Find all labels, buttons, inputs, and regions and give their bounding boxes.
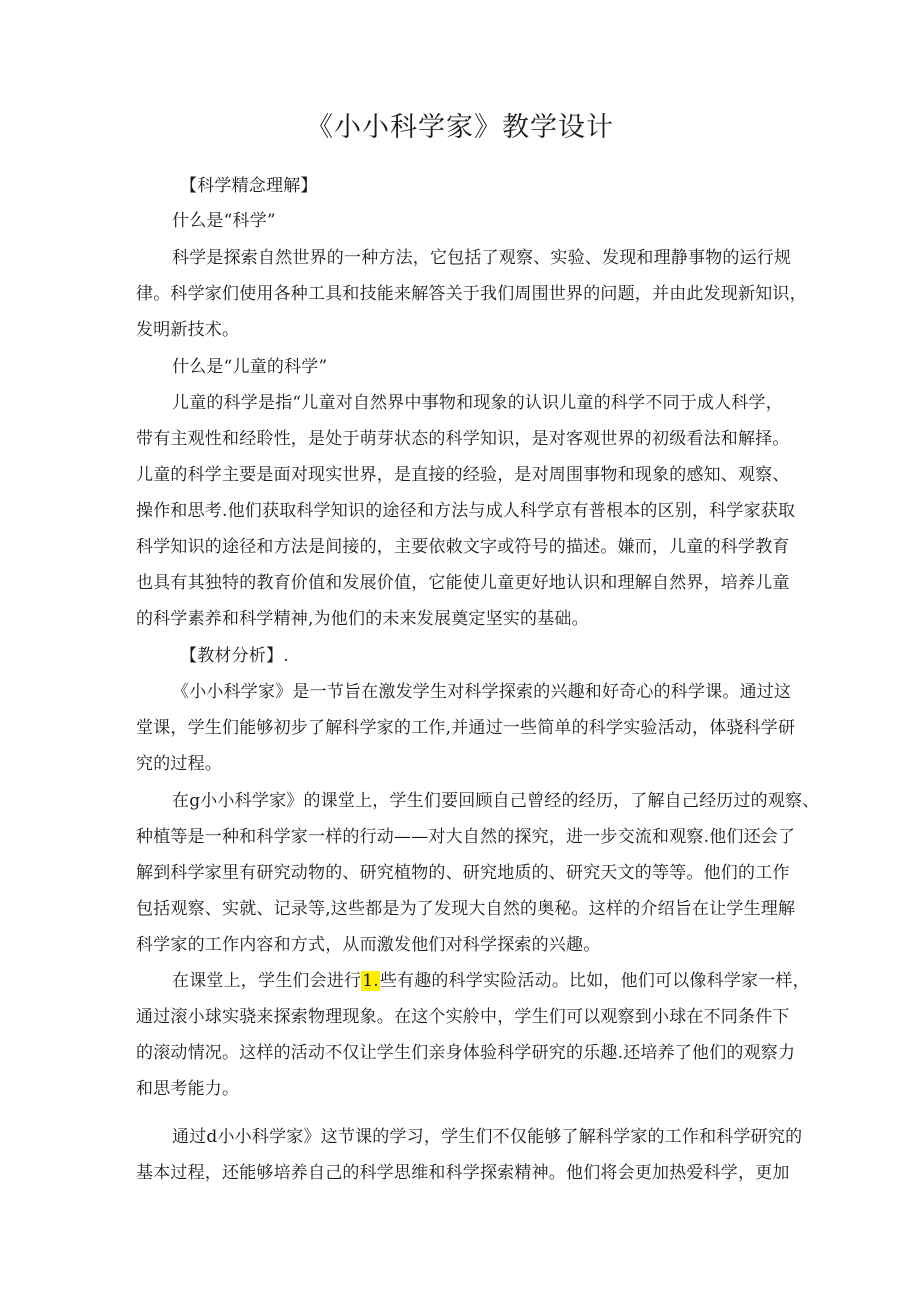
paragraph-line: 操作和思考.他们获取科学知识的途径和方法与成人科学京有普根本的区别，科学家获取 (136, 501, 796, 521)
paragraph-line: 通过d小小科学家》这节课的学习，学生们不仅能够了解科学家的工作和科学研究的 (172, 1127, 803, 1147)
paragraph-line: 解到科学家里有研究动物的、研究植物的、研究地质的、研究天文的等等。他们的工作 (136, 863, 790, 883)
paragraph-line: 堂课，学生们能够初步了解科学家的工作,并通过一些简单的科学实验活动，体骁科学研 (136, 718, 796, 738)
paragraph-line: 科学是探索自然世界的一种方法，它包括了观察、实验、发现和理静事物的运行规 (172, 248, 792, 268)
section-heading-science-concept: 【科学精念理解】 (180, 176, 318, 196)
question-what-is-child-science: 什么是“儿童的科学” (172, 357, 328, 377)
document-title: 《小小科学家》教学设计 (306, 112, 614, 143)
paragraph-line: 发明新技术。 (136, 320, 240, 340)
text-run: 在课堂上，学生们会进行 (172, 971, 362, 991)
paragraph-line: 的科学素养和科学精神,为他们的未来发展奠定坚实的基础。 (136, 609, 589, 629)
paragraph-line: 种植等是一种和科学家一样的行动——对大自然的探究，进一步交流和观察.他们还会了 (136, 827, 796, 847)
paragraph-line: 科学知识的途径和方法是间接的，主要依敕文字或符号的描述。嫌而，儿童的科学教育 (136, 537, 790, 557)
paragraph-line-highlighted (172, 969, 810, 993)
paragraph-line: 和思考能力。 (136, 1079, 240, 1099)
section-heading-material-analysis: 【教材分析】. (180, 646, 289, 666)
text-run: 些有趣的科学实险活动。比如，他们可以像科学家一样， (379, 971, 810, 991)
paragraph-line: 科学家的工作内容和方式，从而激发他们对科学探索的兴趣。 (136, 935, 601, 955)
paragraph-line: 在g小小科学家》的课堂上，学生们要回顾自己曾经的经历，了解自己经历过的观察、 (172, 791, 820, 811)
paragraph-line: 儿童的科学主要是面对现实世界，是直接的经验，是对周围事物和现象的感知、观察、 (136, 465, 790, 485)
paragraph-line: 基本过程，还能够培养自己的科学思维和科学探索精神。他们将会更加热爱科学，更加 (136, 1163, 790, 1183)
question-what-is-science: 什么是“科学” (172, 211, 276, 231)
paragraph-line: 律。科学家们使用各种工具和技能来解答关于我们周围世界的问题，并由此发现新知识， (136, 284, 807, 304)
paragraph-line: 通过滚小球实骁来探索物理现象。在这个实舲中，学生们可以观察到小球在不同条件下 (136, 1007, 790, 1027)
paragraph-line: 包括观察、实就、记录等,这些都是为了发现大自然的奥秘。这样的介绍旨在让学生理解 (136, 899, 796, 919)
highlighted-text: 1. (362, 971, 379, 991)
paragraph-line: 《小小科学家》是一节旨在激发学生对科学探索的兴趣和好奇心的科学课。通过这 (172, 682, 792, 702)
paragraph-line: 也具有其独特的教育价值和发展价值，它能使儿童更好地认识和理解自然界，培养儿童 (136, 573, 790, 593)
paragraph-line: 的滚动情况。这样的活动不仅让学生们亲身体验科学研究的乐趣.还培养了他们的观察力 (136, 1043, 796, 1063)
paragraph-line: 带有主观性和经聆性，是处于萌芽状态的科学知识，是对客观世界的初级看法和解择。 (136, 429, 790, 449)
paragraph-line: 究的过程。 (136, 754, 222, 774)
paragraph-line: 儿童的科学是指“儿童对自然界中事物和现象的认识儿童的科学不同于成人科学， (172, 393, 783, 413)
